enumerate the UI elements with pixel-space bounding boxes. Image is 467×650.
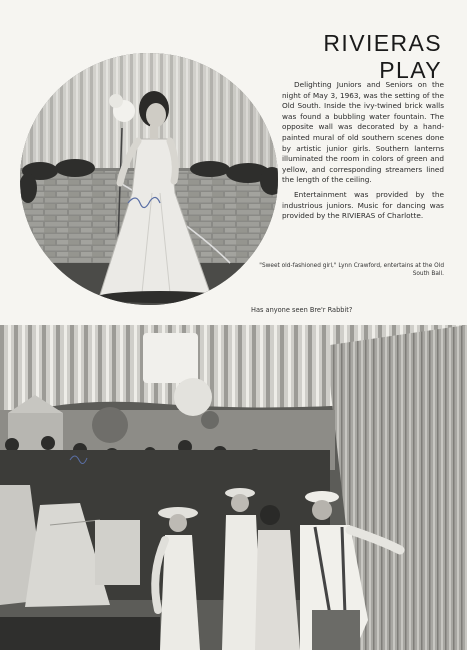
dancers-photo — [0, 325, 467, 650]
singer-photo — [20, 53, 278, 305]
top-photo-caption: "Sweet old-fashioned girl," Lynn Crawford, entertains at the Old South Ball. — [259, 263, 444, 277]
article-paragraph: Delighting Juniors and Seniors on the night of May 3, 1963, was the setting of the Old South. Inside the ivy-twined brick walls was found a bubbling water fountain. The opposite wall was decorated by a hand-painted mural of old southern scenes done by artistic junior girls. Southern lanterns illuminated the room in colors of green and yellow, and corresponding streamers lined the length of the ceiling. — [282, 80, 444, 185]
article-body — [282, 80, 444, 226]
article-paragraph: Entertainment was provided by the industrious juniors. Music for dancing was provided by the RIVIERAS of Charlotte. — [282, 189, 444, 221]
page-title: RIVIERAS PLAY — [323, 30, 442, 83]
bottom-photo-caption: Has anyone seen Bre'r Rabbit? — [251, 306, 353, 314]
